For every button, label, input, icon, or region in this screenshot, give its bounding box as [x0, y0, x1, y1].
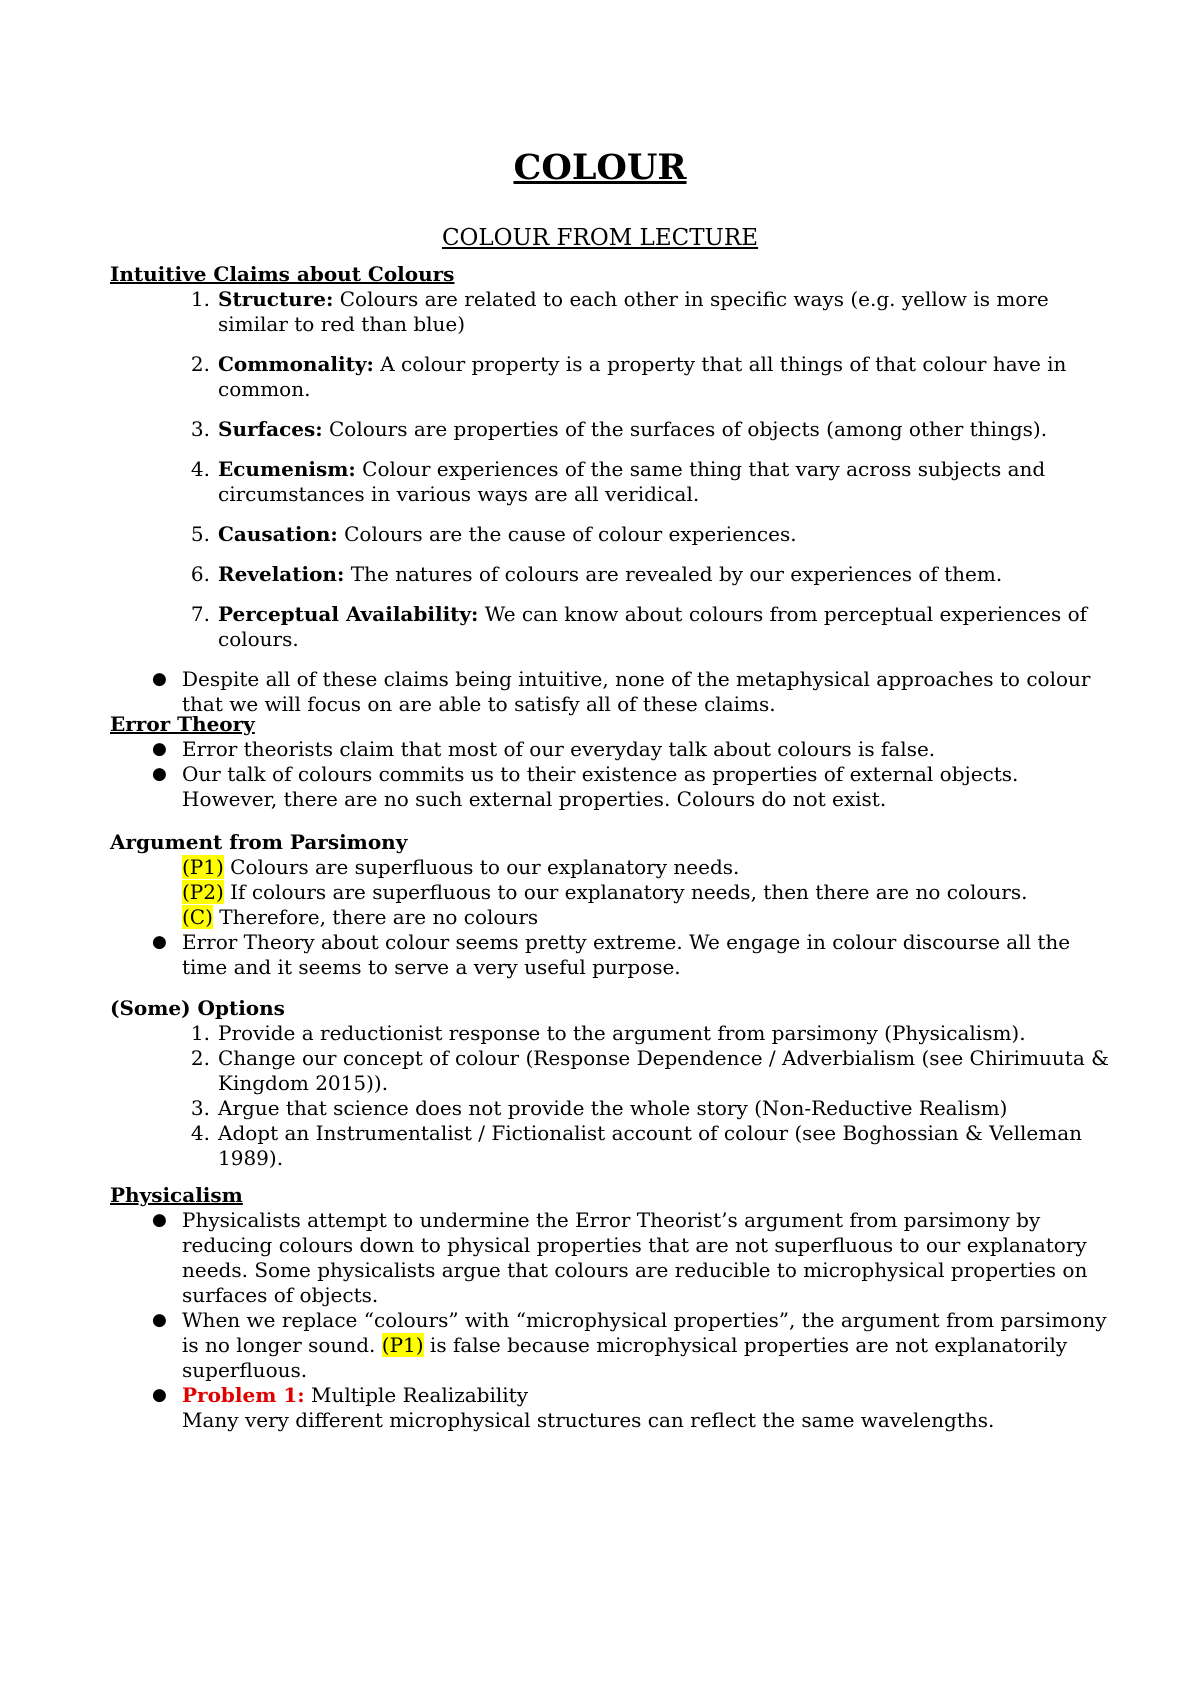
- bullet-item: [110, 930, 1120, 980]
- claim-item: [110, 562, 1120, 587]
- claim-term: Revelation:: [218, 562, 345, 586]
- error-theory-heading: Error Theory: [110, 712, 255, 736]
- options-section: [110, 996, 1120, 1171]
- claim-item: [110, 352, 1120, 402]
- bullet-icon: ●: [152, 1310, 167, 1330]
- intuitive-claims-heading: Intuitive Claims about Colours: [110, 262, 455, 286]
- page-subtitle: COLOUR FROM LECTURE: [441, 225, 759, 251]
- conclusion-label: (C): [182, 905, 213, 929]
- premise-row: [110, 880, 1120, 905]
- bullet-text: Error Theory about colour seems pretty extreme. We engage in colour discourse all the time and it seems to serve a very useful purpose.: [182, 930, 1071, 979]
- claim-term: Surfaces:: [218, 417, 323, 441]
- bullet-text: Physicalists attempt to undermine the Error Theorist’s argument from parsimony by reducing colours down to physical properties that are not superfluous to our explanatory needs. Some physicalists argue that colours are reducible to microphysical properties on surfaces of objects.: [182, 1208, 1088, 1307]
- bullet-icon: ●: [152, 1210, 167, 1230]
- bullet-icon: ●: [152, 764, 167, 784]
- bullet-text: When we replace “colours” with “microphysical properties”, the argument from parsimony is no longer sound.: [182, 1308, 1107, 1357]
- option-item: [110, 1046, 1120, 1096]
- list-number: 3.: [190, 417, 210, 441]
- list-number: 7.: [190, 602, 210, 626]
- bullet-icon: ●: [152, 1385, 167, 1405]
- page-title: COLOUR: [513, 147, 687, 188]
- list-number: 2.: [190, 352, 210, 376]
- bullet-item: [110, 667, 1120, 717]
- claim-term: Ecumenism:: [218, 457, 356, 481]
- conclusion-row: [110, 905, 1120, 930]
- list-number: 5.: [190, 522, 210, 546]
- options-heading: (Some) Options: [110, 996, 285, 1020]
- claim-text: We can know about colours from perceptual experiences of colours.: [218, 602, 1088, 651]
- option-item: [110, 1021, 1120, 1046]
- premise-label: (P1): [182, 855, 224, 879]
- list-number: 2.: [190, 1046, 210, 1070]
- claim-text: A colour property is a property that all things of that colour have in common.: [218, 352, 1067, 401]
- parsimony-heading: Argument from Parsimony: [110, 830, 408, 854]
- bullet-icon: ●: [152, 739, 167, 759]
- bullet-icon: ●: [152, 669, 167, 689]
- bullet-item: [110, 1308, 1120, 1383]
- physicalism-section: [110, 1183, 1120, 1433]
- list-number: 1.: [190, 287, 210, 311]
- bullet-text: Our talk of colours commits us to their existence as properties of external objects. However, there are no such external properties. Colours do not exist.: [182, 762, 1019, 811]
- list-number: 3.: [190, 1096, 210, 1120]
- option-text: Adopt an Instrumentalist / Fictionalist account of colour (see Boghossian & Velleman 1989).: [218, 1121, 1083, 1170]
- bullet-text: Despite all of these claims being intuitive, none of the metaphysical approaches to colour that we will focus on are able to satisfy all of these claims.: [182, 667, 1091, 716]
- claim-term: Causation:: [218, 522, 338, 546]
- claim-item: [110, 522, 1120, 547]
- premise-text: Colours are superfluous to our explanatory needs.: [223, 855, 740, 879]
- bullet-icon: ●: [152, 932, 167, 952]
- list-number: 1.: [190, 1021, 210, 1045]
- bullet-item: [110, 1383, 1120, 1433]
- physicalism-heading: Physicalism: [110, 1183, 243, 1207]
- claim-item: [110, 287, 1120, 337]
- conclusion-text: Therefore, there are no colours: [212, 905, 539, 929]
- problem-title: Multiple Realizability: [304, 1383, 528, 1407]
- option-item: [110, 1096, 1120, 1121]
- option-item: [110, 1121, 1120, 1171]
- list-number: 4.: [190, 1121, 210, 1145]
- bullet-item: [110, 762, 1120, 812]
- claim-text: Colours are the cause of colour experiences.: [337, 522, 797, 546]
- claim-text: Colours are properties of the surfaces of objects (among other things).: [322, 417, 1048, 441]
- option-text: Change our concept of colour (Response Dependence / Adverbialism (see Chirimuuta & Kingdom 2015)).: [218, 1046, 1109, 1095]
- claim-text: Colour experiences of the same thing that vary across subjects and circumstances in various ways are all veridical.: [218, 457, 1046, 506]
- claim-term: Perceptual Availability:: [218, 602, 479, 626]
- premise-text: If colours are superfluous to our explanatory needs, then there are no colours.: [223, 880, 1028, 904]
- claim-text: The natures of colours are revealed by our experiences of them.: [344, 562, 1003, 586]
- claim-item: [110, 457, 1120, 507]
- claim-term: Structure:: [218, 287, 334, 311]
- bullet-item: [110, 737, 1120, 762]
- bullet-item: [110, 1208, 1120, 1308]
- premise-row: [110, 855, 1120, 880]
- list-number: 6.: [190, 562, 210, 586]
- problem-label: Problem 1:: [182, 1383, 305, 1407]
- error-theory-section: [110, 712, 1120, 812]
- parsimony-section: [110, 830, 1120, 980]
- option-text: Argue that science does not provide the whole story (Non-Reductive Realism): [218, 1096, 1008, 1120]
- claim-text: Colours are related to each other in specific ways (e.g. yellow is more similar to red than blue): [218, 287, 1049, 336]
- claim-term: Commonality:: [218, 352, 374, 376]
- premise-label: (P2): [182, 880, 224, 904]
- claim-item: [110, 417, 1120, 442]
- option-text: Provide a reductionist response to the argument from parsimony (Physicalism).: [218, 1021, 1026, 1045]
- claim-item: [110, 602, 1120, 652]
- list-number: 4.: [190, 457, 210, 481]
- bullet-text: Error theorists claim that most of our everyday talk about colours is false.: [182, 737, 936, 761]
- bullet-text-continued: is false because microphysical properties are not explanatorily superfluous.: [182, 1333, 1068, 1382]
- premise-reference: (P1): [381, 1333, 424, 1357]
- problem-text: Many very different microphysical structures can reflect the same wavelengths.: [182, 1408, 995, 1432]
- intuitive-claims-section: [110, 262, 1120, 717]
